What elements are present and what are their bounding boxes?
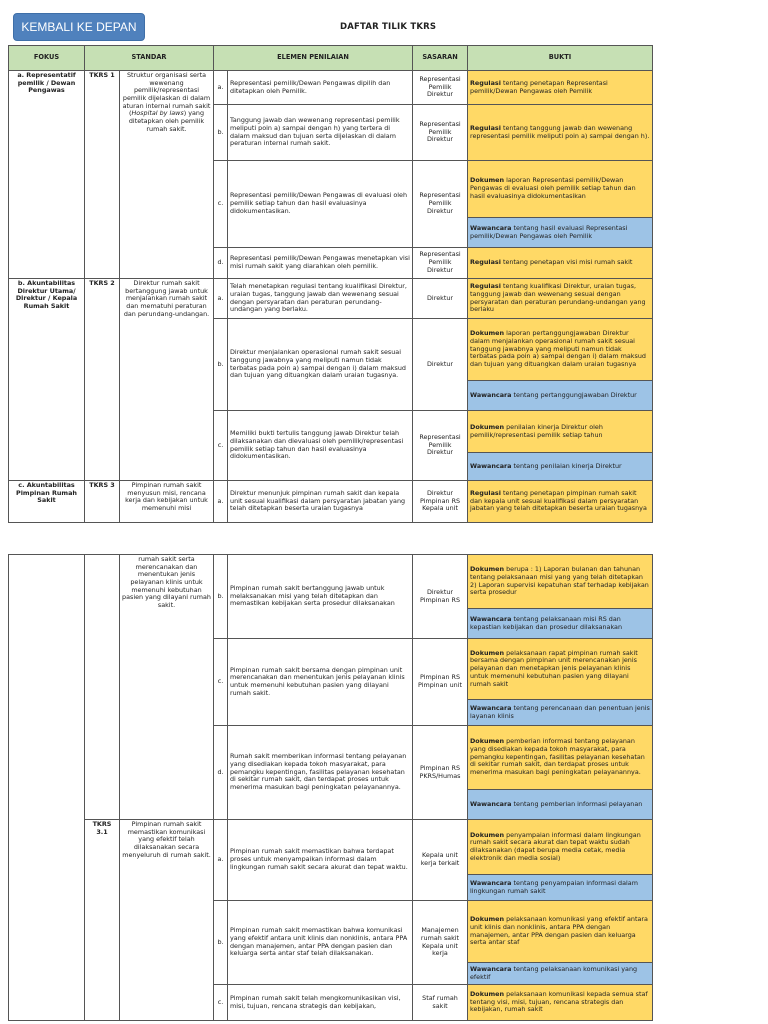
element-letter: c.	[214, 411, 228, 481]
standard-code: TKRS 2	[85, 279, 120, 481]
evidence-cell: Regulasi tentang penetapan pimpinan rumah sakit dan kepala unit sesuai kualifikasi dalam persyaratan jabatan yang telah ditetapkan beserta uraian tugasnya	[468, 481, 653, 523]
element-text: Pimpinan rumah sakit memastikan bahwa komunikasi yang efektif antara unit klinis dan nonklinis, antara PPA dengan manajemen, antar PPA dengan pasien dan keluarga serta antar staf telah dilaksanakan.	[228, 901, 413, 985]
element-letter: a.	[214, 71, 228, 105]
evidence-cell: Dokumen pemberian informasi tentang pelayanan yang disediakan kepada tokoh masyarakat, para pemangku kepentingan, fasilitas pelayanan kesehatan di sekitar rumah sakit, dan terdapat proses untuk menerima masukan bagi peningkatan pelayanannya.	[468, 726, 653, 790]
element-letter: a.	[214, 481, 228, 523]
element-letter: c.	[214, 639, 228, 726]
standard-description: Direktur rumah sakit bertanggung jawab untuk menjalankan rumah sakit dan mematuhi peraturan dan perundang-undangan.	[120, 279, 214, 481]
evidence-cell: Regulasi tentang kualifikasi Direktur, uraian tugas, tanggung jawab dan wewenang sesuai dengan persyaratan dan peraturan perundang-undangan yang berlaku	[468, 279, 653, 319]
element-letter: b.	[214, 105, 228, 161]
evidence-cell: Wawancara tentang penilaian kinerja Direktur	[468, 453, 653, 481]
table-row	[9, 820, 653, 875]
element-text: Direktur menunjuk pimpinan rumah sakit dan kepala unit sesuai kualifikasi dalam persyaratan jabatan yang telah ditetapkan beserta uraian tugasnya	[228, 481, 413, 523]
evidence-cell: Wawancara tentang hasil evaluasi Representasi pemilik/Dewan Pengawas oleh Pemilik	[468, 218, 653, 248]
target-cell: Manajemen rumah sakit Kepala unit kerja	[413, 901, 468, 985]
element-text: Pimpinan rumah sakit bersama dengan pimpinan unit merencanakan dan menentukan jenis pelayanan klinis untuk memenuhi kebutuhan pasien yang dilayani rumah sakit.	[228, 639, 413, 726]
target-cell: Kepala unit kerja terkait	[413, 820, 468, 901]
target-cell: Pimpinan RS PKRS/Humas	[413, 726, 468, 820]
element-text: Memiliki bukti tertulis tanggung jawab Direktur telah dilaksanakan dan dievaluasi oleh pemilik/representasi pemilik setiap tahun dan hasil evaluasinya didokumentasikan.	[228, 411, 413, 481]
standard-description: Struktur organisasi serta wewenang pemilik/representasi pemilik dijelaskan di dalam aturan internal rumah sakit (Hospital by laws) yang ditetapkan oleh pemilik rumah sakit.	[120, 71, 214, 279]
standard-description: rumah sakit serta merencanakan dan menentukan jenis pelayanan klinis untuk memenuhi kebutuhan pasien yang dilayani rumah sakit.	[120, 555, 214, 820]
evidence-cell: Dokumen penilaian kinerja Direktur oleh pemilik/representasi pemilik setiap tahun	[468, 411, 653, 453]
evidence-cell: Wawancara tentang pelaksanaan komunikasi yang efektif	[468, 963, 653, 985]
element-text: Pimpinan rumah sakit telah mengkomunikasikan visi, misi, tujuan, rencana strategis dan kebijakan,	[228, 985, 413, 1021]
evidence-cell: Wawancara tentang perencanaan dan penentuan jenis layanan klinis	[468, 700, 653, 726]
target-cell: Representasi Pemilik Direktur	[413, 105, 468, 161]
element-text: Telah menetapkan regulasi tentang kualifikasi Direktur, uraian tugas, tanggung jawab dan wewenang sesuai dengan persyaratan dan peraturan perundang-undangan yang berlaku.	[228, 279, 413, 319]
table-row	[9, 279, 653, 319]
target-cell: Direktur Pimpinan RS Kepala unit	[413, 481, 468, 523]
header-sasaran: SASARAN	[413, 46, 468, 71]
target-cell: Direktur Pimpinan RS	[413, 555, 468, 639]
evidence-cell: Wawancara tentang penyampaian informasi dalam lingkungan rumah sakit	[468, 875, 653, 901]
standard-description: Pimpinan rumah sakit menyusun misi, rencana kerja dan kebijakan untuk memenuhi misi	[120, 481, 214, 523]
element-letter: d.	[214, 248, 228, 279]
element-letter: b.	[214, 901, 228, 985]
element-letter: c.	[214, 161, 228, 248]
element-letter: d.	[214, 726, 228, 820]
focus-cell: c. Akuntabilitas Pimpinan Rumah Sakit	[9, 481, 85, 523]
standard-code: TKRS 3.1	[85, 820, 120, 1021]
evidence-cell: Dokumen laporan Representasi pemilik/Dewan Pengawas di evaluasi oleh pemilik setiap tahun dan hasil evaluasinya didokumentasikan	[468, 161, 653, 218]
back-to-home-button[interactable]: KEMBALI KE DEPAN	[13, 13, 145, 41]
target-cell: Staf rumah sakit	[413, 985, 468, 1021]
header-standar: STANDAR	[85, 46, 214, 71]
table-row	[9, 555, 653, 609]
evidence-cell: Dokumen penyampaian informasi dalam lingkungan rumah sakit secara akurat dan tepat waktu sudah dilaksanakan (dapat berupa media cetak, media elektronik dan media sosial)	[468, 820, 653, 875]
element-text: Pimpinan rumah sakit bertanggung jawab untuk melaksanakan misi yang telah ditetapkan dan memastikan kebijakan serta prosedur dilaksanakan	[228, 555, 413, 639]
element-letter: b.	[214, 555, 228, 639]
element-text: Representasi pemilik/Dewan Pengawas dipilih dan ditetapkan oleh Pemilik.	[228, 71, 413, 105]
evidence-cell: Regulasi tentang penetapan Representasi pemilik/Dewan Pengawas oleh Pemilik	[468, 71, 653, 105]
evidence-cell: Wawancara tentang pelaksanaan misi RS dan kepastian kebijakan dan prosedur dilaksanakan	[468, 609, 653, 639]
target-cell: Representasi Pemilik Direktur	[413, 71, 468, 105]
element-letter: b.	[214, 319, 228, 411]
target-cell: Pimpinan RS Pimpinan unit	[413, 639, 468, 726]
header-fokus: FOKUS	[9, 46, 85, 71]
element-letter: c.	[214, 985, 228, 1021]
table-row	[9, 481, 653, 523]
evidence-cell: Dokumen berupa : 1) Laporan bulanan dan tahunan tentang pelaksanaan misi yang yang telah ditetapkan 2) Laporan supervisi kepatuhan staf terhadap kebijakan serta prosedur	[468, 555, 653, 609]
element-text: Pimpinan rumah sakit memastikan bahwa terdapat proses untuk menyampaikan informasi dalam lingkungan rumah sakit secara akurat dan tepat waktu.	[228, 820, 413, 901]
evidence-cell: Dokumen pelaksanaan komunikasi kepada semua staf tentang visi, misi, tujuan, rencana strategis dan kebijakan, rumah sakit	[468, 985, 653, 1021]
document-title: DAFTAR TILIK TKRS	[340, 22, 437, 32]
header-elemen: ELEMEN PENILAIAN	[214, 46, 413, 71]
focus-cell-empty	[9, 555, 85, 1021]
standard-code-empty	[85, 555, 120, 820]
checklist-table-continued	[8, 554, 653, 1021]
target-cell: Direktur	[413, 279, 468, 319]
evidence-cell: Dokumen laporan pertanggungjawaban Direktur dalam menjalankan operasional rumah sakit sesuai tanggung jawabnya yang meliputi namun tidak terbatas pada poin a) sampai dengan i) dalam maksud dan tujuan yang dituangkan dalam uraian tugasnya	[468, 319, 653, 381]
standard-code: TKRS 3	[85, 481, 120, 523]
element-text: Rumah sakit memberikan informasi tentang pelayanan yang disediakan kepada tokoh masyarakat, para pemangku kepentingan, fasilitas pelayanan kesehatan di sekitar rumah sakit, dan terdapat proses untuk menerima masukan bagi peningkatan pelayanannya.	[228, 726, 413, 820]
table-row	[9, 71, 653, 105]
evidence-cell: Wawancara tentang pemberian informasi pelayanan	[468, 790, 653, 820]
header-bukti: BUKTI	[468, 46, 653, 71]
target-cell: Representasi Pemilik Direktur	[413, 411, 468, 481]
standard-description: Pimpinan rumah sakit memastikan komunikasi yang efektif telah dilaksanakan secara menyeluruh di rumah sakit.	[120, 820, 214, 1021]
element-letter: a.	[214, 820, 228, 901]
evidence-cell: Dokumen pelaksanaan rapat pimpinan rumah sakit bersama dengan pimpinan unit merencanakan jenis pelayanan dan menetapkan jenis pelayanan klinis untuk memenuhi kebutuhan pasien yang dilayani rumah sakit	[468, 639, 653, 700]
checklist-table-top	[8, 45, 653, 523]
element-letter: a.	[214, 279, 228, 319]
target-cell: Representasi Pemilik Direktur	[413, 161, 468, 248]
element-text: Representasi pemilik/Dewan Pengawas menetapkan visi misi rumah sakit yang diarahkan oleh pemilik.	[228, 248, 413, 279]
focus-cell: b. Akuntabilitas Direktur Utama/ Direktur / Kepala Rumah Sakit	[9, 279, 85, 481]
element-text: Representasi pemilik/Dewan Pengawas di evaluasi oleh pemilik setiap tahun dan hasil evaluasinya didokumentasikan.	[228, 161, 413, 248]
evidence-cell: Dokumen pelaksanaan komunikasi yang efektif antara unit klinis dan nonklinis, antara PPA dengan manajemen, antar PPA dengan pasien dan keluarga serta antar staf	[468, 901, 653, 963]
focus-cell: a. Representatif pemilik / Dewan Pengawas	[9, 71, 85, 279]
evidence-cell: Regulasi tentang tanggung jawab dan wewenang representasi pemilik meliputi poin a) sampai dengan h).	[468, 105, 653, 161]
target-cell: Direktur	[413, 319, 468, 411]
evidence-cell: Wawancara tentang pertanggungjawaban Direktur	[468, 381, 653, 411]
target-cell: Representasi Pemilik Direktur	[413, 248, 468, 279]
evidence-cell: Regulasi tentang penetapan visi misi rumah sakit	[468, 248, 653, 279]
element-text: Tanggung jawab dan wewenang representasi pemilik meliputi poin a) sampai dengan h) yang tertera di dalam maksud dan tujuan serta dijelaskan di dalam peraturan internal rumah sakit.	[228, 105, 413, 161]
standard-code: TKRS 1	[85, 71, 120, 279]
element-text: Direktur menjalankan operasional rumah sakit sesuai tanggung jawabnya yang meliputi namun tidak terbatas pada poin a) sampai dengan i) dalam maksud dan tujuan yang dituangkan dalam uraian tugasnya.	[228, 319, 413, 411]
